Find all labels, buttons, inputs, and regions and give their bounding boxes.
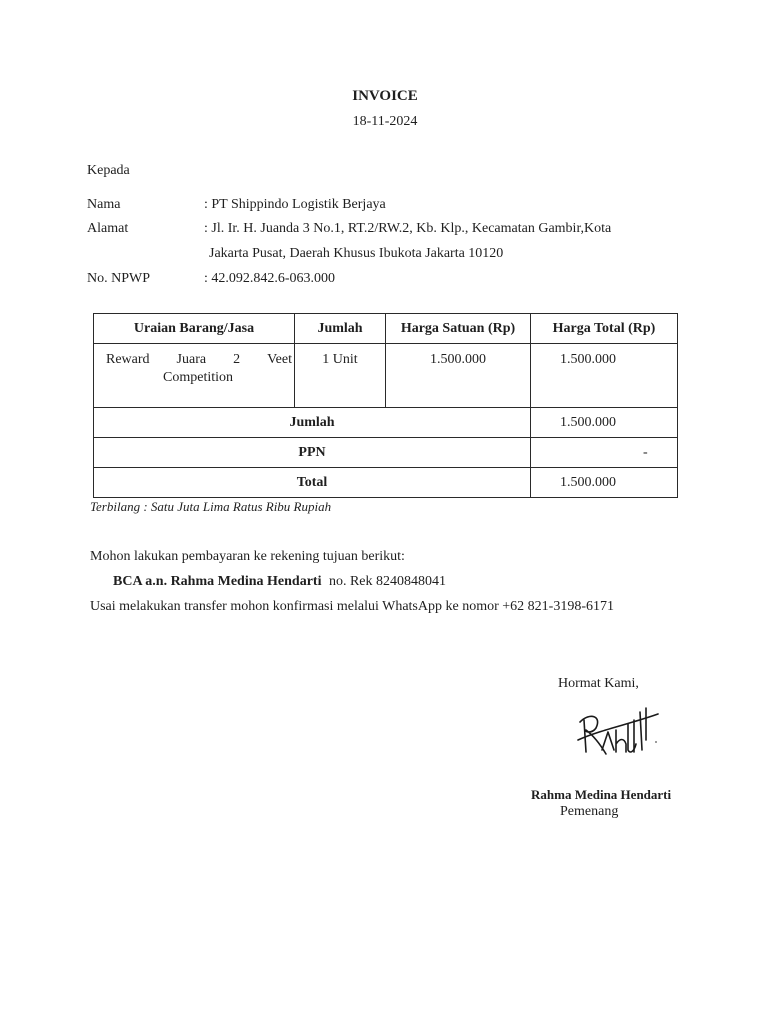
item-description-word: Reward bbox=[106, 352, 150, 367]
bank-account-name: BCA a.n. Rahma Medina Hendarti bbox=[113, 574, 322, 589]
table-header: Harga Total (Rp) bbox=[552, 321, 656, 336]
subtotal-value: 1.500.000 bbox=[560, 415, 616, 430]
item-description-word: Veet bbox=[267, 352, 292, 367]
closing-greeting: Hormat Kami, bbox=[558, 676, 639, 691]
name-label: Nama bbox=[87, 197, 121, 212]
table-header: Harga Satuan (Rp) bbox=[400, 321, 516, 336]
item-description-word: Juara bbox=[176, 352, 207, 367]
table-header: Uraian Barang/Jasa bbox=[133, 321, 255, 336]
table-divider bbox=[93, 437, 678, 438]
address-line-2: Jakarta Pusat, Daerah Khusus Ibukota Jakarta 10120 bbox=[209, 246, 504, 261]
tax-label: PPN bbox=[298, 445, 326, 460]
item-total: 1.500.000 bbox=[560, 352, 616, 367]
subtotal-label: Jumlah bbox=[289, 415, 335, 430]
table-divider bbox=[93, 467, 678, 468]
bank-account-number: no. Rek 8240848041 bbox=[328, 574, 447, 589]
amount-in-words: Terbilang : Satu Juta Lima Ratus Ribu Rupiah bbox=[90, 499, 332, 514]
table-divider bbox=[294, 313, 295, 407]
address-label: Alamat bbox=[87, 221, 129, 236]
name-value: : PT Shippindo Logistik Berjaya bbox=[204, 197, 386, 212]
total-label: Total bbox=[296, 475, 328, 490]
invoice-date: 18-11-2024 bbox=[352, 114, 418, 129]
item-unit-price: 1.500.000 bbox=[430, 352, 486, 367]
table-divider bbox=[385, 313, 386, 407]
table-divider bbox=[530, 313, 531, 498]
npwp-label: No. NPWP bbox=[87, 271, 151, 286]
npwp-value: : 42.092.842.6-063.000 bbox=[204, 271, 336, 286]
handwritten-signature bbox=[570, 700, 665, 765]
item-description-cont: Competition bbox=[163, 370, 233, 385]
recipient-label: Kepada bbox=[87, 163, 130, 178]
payment-confirmation: Usai melakukan transfer mohon konfirmasi melalui WhatsApp ke nomor +62 821-3198-6171 bbox=[90, 599, 614, 614]
item-description-word: 2 bbox=[233, 352, 241, 367]
signer-role: Pemenang bbox=[560, 804, 619, 819]
address-line-1: : Jl. Ir. H. Juanda 3 No.1, RT.2/RW.2, Kb. Klp., Kecamatan Gambir,Kota bbox=[204, 221, 612, 236]
bank-line bbox=[113, 574, 446, 590]
signer-name: Rahma Medina Hendarti bbox=[531, 787, 672, 802]
table-divider bbox=[93, 407, 678, 408]
table-header: Jumlah bbox=[317, 321, 363, 336]
total-value: 1.500.000 bbox=[560, 475, 616, 490]
invoice-title: INVOICE bbox=[352, 88, 418, 104]
tax-value: - bbox=[643, 445, 648, 460]
item-description bbox=[106, 352, 292, 368]
payment-instruction: Mohon lakukan pembayaran ke rekening tujuan berikut: bbox=[90, 549, 405, 564]
item-quantity: 1 Unit bbox=[322, 352, 358, 367]
